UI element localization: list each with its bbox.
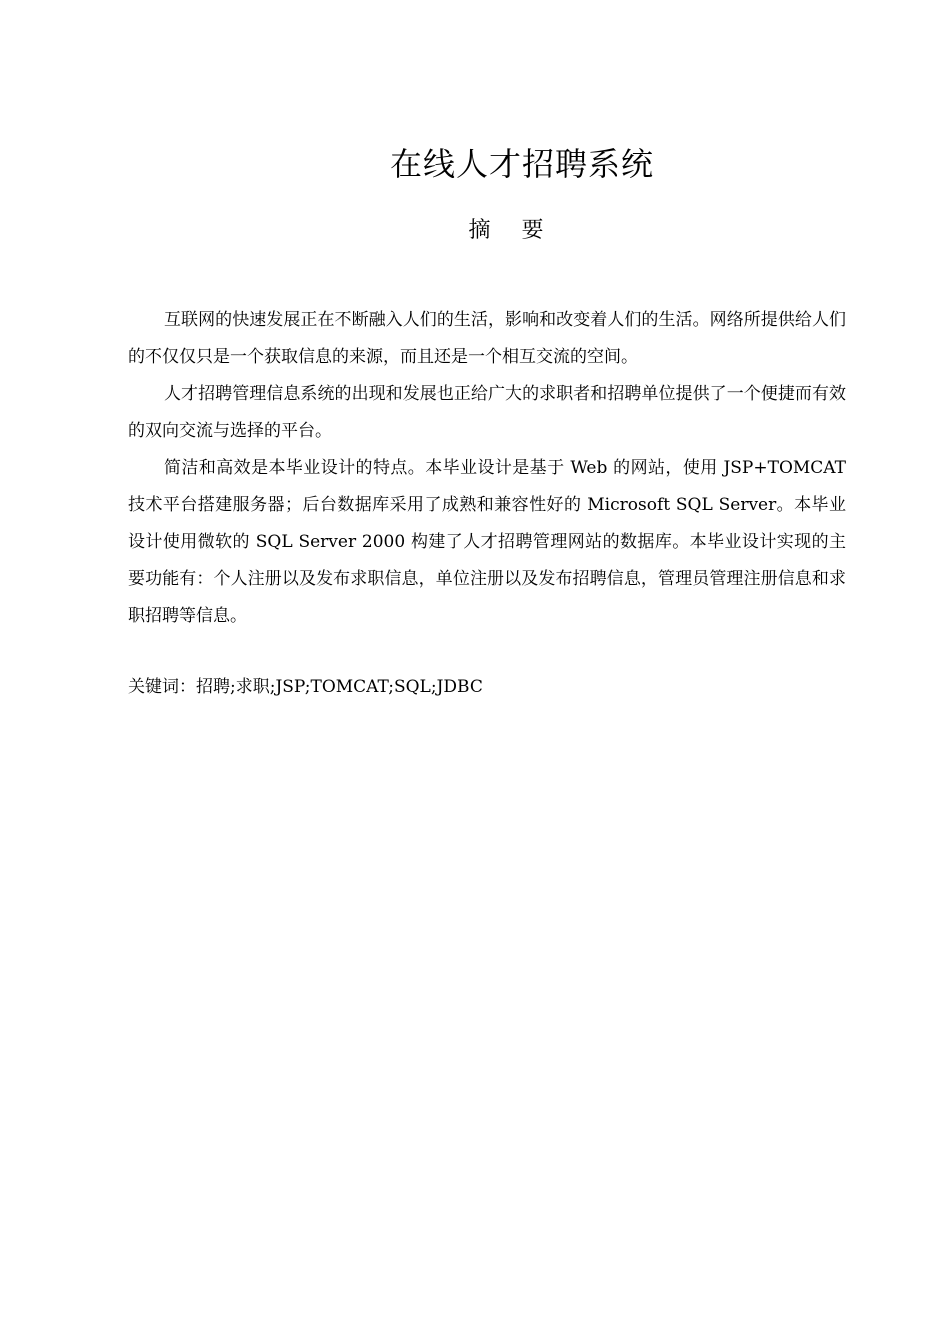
keywords-label: 关键词： (128, 677, 196, 697)
abstract-paragraph-1: 互联网的快速发展正在不断融入人们的生活，影响和改变着人们的生活。网络所提供给人们的不仅仅只是一个获取信息的来源，而且还是一个相互交流的空间。 (128, 310, 846, 367)
abstract-body (128, 302, 846, 635)
document-title: 在线人才招聘系统 (389, 145, 654, 183)
abstract-paragraph-3: 简洁和高效是本毕业设计的特点。本毕业设计是基于 Web 的网站，使用 JSP+TOMCAT 技术平台搭建服务器；后台数据库采用了成熟和兼容性好的 Microsoft SQL Server。本毕业设计使用微软的 SQL Server 2000 构建了人才招聘管理网站的数据库。本毕业设计实现的主要功能有：个人注册以及发布求职信息，单位注册以及发布招聘信息，管理员管理注册信息和求职招聘等信息。 (128, 458, 846, 626)
keywords-value: 招聘;求职;JSP;TOMCAT;SQL;JDBC (196, 677, 483, 697)
abstract-paragraph-2: 人才招聘管理信息系统的出现和发展也正给广大的求职者和招聘单位提供了一个便捷而有效的双向交流与选择的平台。 (128, 384, 846, 441)
keywords-line (128, 670, 846, 704)
abstract-heading: 摘 要 (468, 218, 556, 243)
